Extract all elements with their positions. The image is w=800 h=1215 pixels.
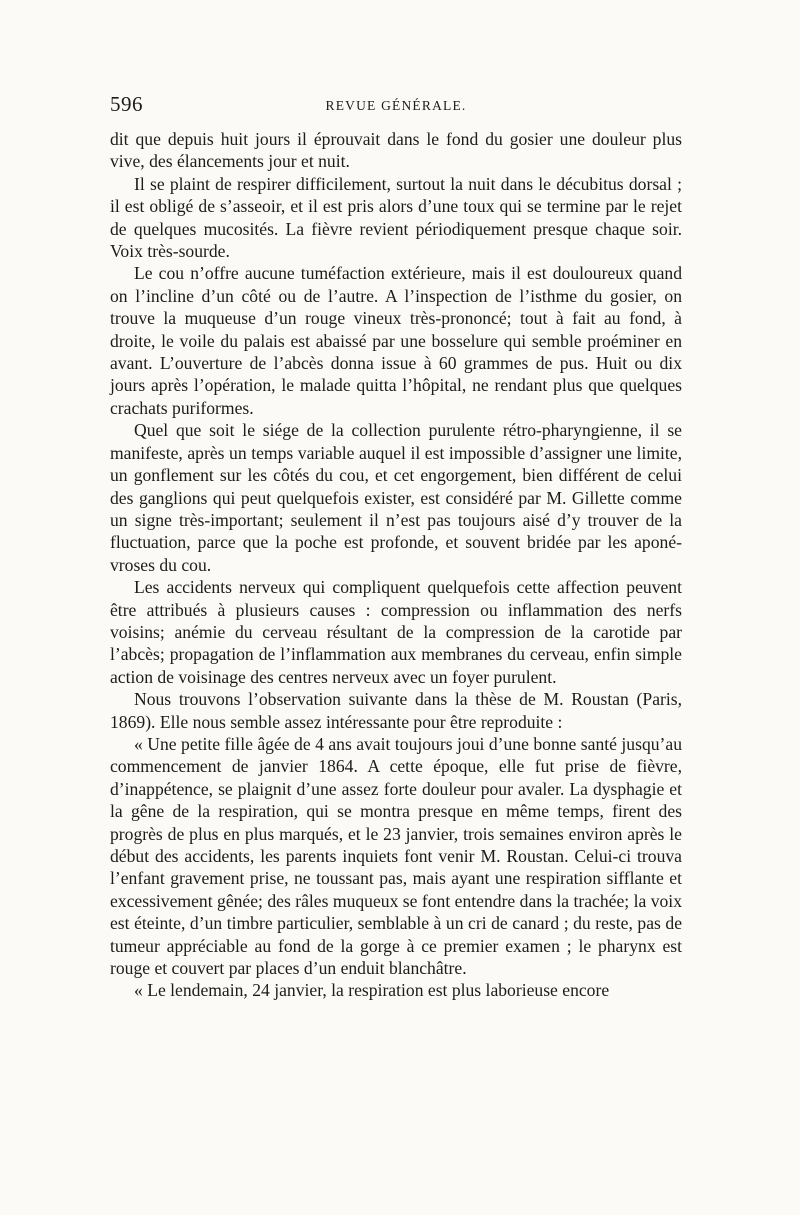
paragraph-continuation: dit que depuis huit jours il éprouvait dans le fond du gosier une douleur plus vive, des élancements jour et nuit. <box>110 129 682 172</box>
running-title: REVUE GÉNÉRALE. <box>325 98 467 113</box>
paragraph: Les accidents nerveux qui compliquent quelquefois cette affection peuvent être attribués à plusieurs causes : compression ou inflammation des nerfs voisins; anémie du cerveau résultant de la compression de la carotide par l’abcès; propagation de l’inflammation aux membranes du cerveau, enfin simple action de voisinage des centres nerveux avec un foyer purulent. <box>110 577 682 687</box>
page-header <box>110 92 682 128</box>
body-text <box>110 128 682 1002</box>
quoted-observation-continued: « Le lendemain, 24 janvier, la respiration est plus laborieuse encore <box>134 980 610 1001</box>
paragraph: Quel que soit le siége de la collection purulente rétro-pharyngienne, il se manifeste, après un temps variable auquel il est impossible d’assigner une limite, un gonflement sur les côtés du cou, et cet engorgement, bien différent de celui des ganglions qui peut quelquefois exister, est considéré par M. Gillette comme un signe très-important; seulement il n’est pas toujours aisé d’y trouver de la fluctuation, parce que la poche est profonde, et souvent bridée par les aponévroses du cou. <box>110 420 682 575</box>
paragraph: Il se plaint de respirer difficilement, surtout la nuit dans le décubitus dorsal ; il est obligé de s’asseoir, et il est pris alors d’une toux qui se termine par le rejet de quelques mucosités. La fièvre revient périodiquement presque chaque soir. Voix très-sourde. <box>110 173 682 262</box>
page-number: 596 <box>110 92 143 116</box>
book-page <box>110 92 682 1002</box>
quoted-observation: « Une petite fille âgée de 4 ans avait toujours joui d’une bonne santé jusqu’au commencement de janvier 1864. A cette époque, elle fut prise de fièvre, d’inappétence, se plaignit d’une assez forte douleur pour avaler. La dysphagie et la gêne de la respiration, qui se montra presque en même temps, firent des progrès de plus en plus marqués, et le 23 janvier, trois semaines environ après le début des accidents, les parents inquiets font venir M. Roustan. Celui-ci trouva l’enfant gravement prise, ne toussant pas, mais ayant une respiration sifflante et excessivement gênée; des râles muqueux se font entendre dans la trachée; la voix est éteinte, d’un timbre particulier, semblable à un cri de canard ; du reste, pas de tumeur appréciable au fond de la gorge à ce premier examen ; le pharynx est rouge et couvert par places d’un enduit blanchâtre. <box>110 733 682 979</box>
paragraph: Nous trouvons l’observation suivante dans la thèse de M. Roustan (Paris, 1869). Elle nous semble assez intéressante pour être reproduite : <box>110 689 682 732</box>
paragraph: Le cou n’offre aucune tuméfaction extérieure, mais il est douloureux quand on l’incline d’un côté ou de l’autre. A l’inspection de l’isthme du gosier, on trouve la muqueuse d’un rouge vineux très-prononcé; tout à fait au fond, à droite, le voile du palais est abaissé par une bosselure qui semble proéminer en avant. L’ouverture de l’abcès donna issue à 60 grammes de pus. Huit ou dix jours après l’opération, le malade quitta l’hôpital, ne rendant plus que quelques crachats puriformes. <box>110 263 682 418</box>
